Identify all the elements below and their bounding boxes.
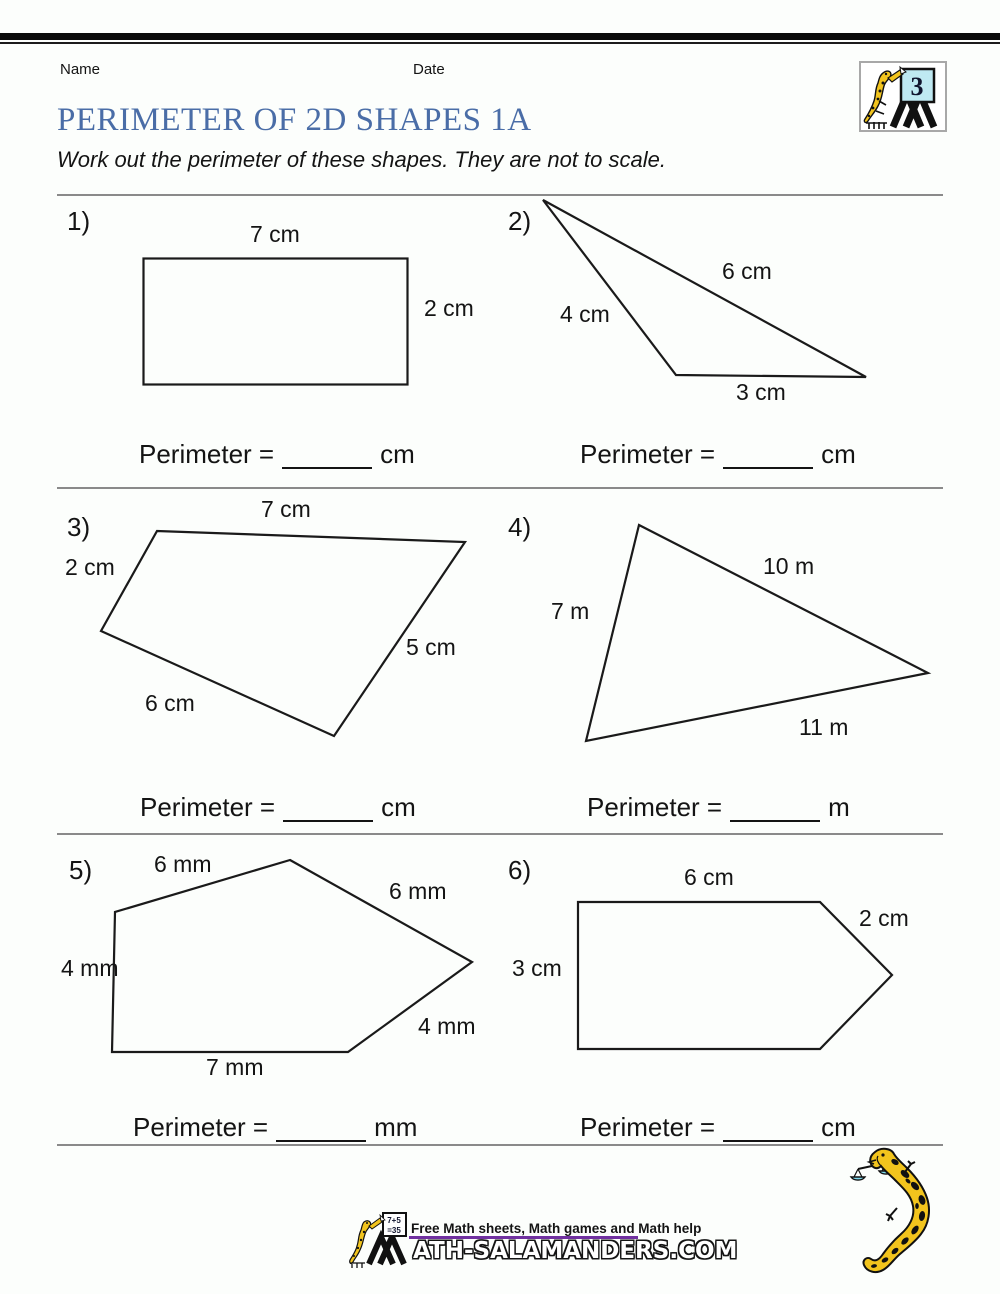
answer-prefix: Perimeter =: [133, 1112, 269, 1142]
problem-1-side-top: 7 cm: [250, 221, 300, 247]
problem-5-number: 5): [69, 855, 93, 885]
answer-unit: cm: [821, 439, 856, 469]
answer-blank[interactable]: [276, 1130, 366, 1142]
answer-blank[interactable]: [282, 457, 372, 469]
problem-6-number: 6): [508, 855, 532, 885]
problem-2-side-bottom: 3 cm: [736, 379, 786, 405]
grade-number: 3: [910, 72, 924, 101]
divider-3: [57, 833, 943, 835]
problem-3-number: 3): [67, 512, 91, 542]
shape-triangle: [534, 194, 876, 384]
problem-2-side-left: 4 cm: [560, 301, 610, 327]
divider-4: [57, 1144, 943, 1146]
problem-3-side-top: 7 cm: [261, 496, 311, 522]
math-salamanders-grade-logo: [859, 61, 947, 132]
shape-triangle: [579, 518, 937, 748]
problem-5-side-left: 4 mm: [61, 955, 119, 981]
answer-unit: cm: [821, 1112, 856, 1142]
footer-board-line2: =35: [387, 1226, 401, 1235]
problem-2-side-hyp: 6 cm: [722, 258, 772, 284]
problem-4-side-top: 10 m: [763, 553, 815, 579]
problem-2-answer-line: [580, 439, 856, 470]
problem-5-answer-line: [133, 1112, 417, 1143]
answer-prefix: Perimeter =: [587, 792, 723, 822]
answer-blank[interactable]: [283, 810, 373, 822]
problem-4-side-bottom: 11 m: [799, 714, 849, 740]
answer-prefix: Perimeter =: [580, 439, 716, 469]
problem-1-number: 1): [67, 206, 91, 236]
shape-pentagon: [571, 895, 901, 1057]
footer-board-line1: 7+5: [387, 1216, 401, 1225]
answer-unit: cm: [381, 792, 416, 822]
answer-unit: cm: [380, 439, 415, 469]
problem-1-answer-line: [139, 439, 415, 470]
scales-salamander-mascot: [845, 1146, 955, 1294]
answer-prefix: Perimeter =: [139, 439, 275, 469]
page-title: PERIMETER OF 2D SHAPES 1A: [57, 102, 532, 138]
answer-unit: mm: [374, 1112, 418, 1142]
problem-2-number: 2): [508, 206, 532, 236]
problem-5-side-bottom: 7 mm: [206, 1054, 264, 1080]
problem-3-answer-line: [140, 792, 416, 823]
problem-3-side-bottom: 6 cm: [145, 690, 195, 716]
problem-5-side-bottomright: 4 mm: [418, 1013, 476, 1039]
problem-5-side-topright: 6 mm: [389, 878, 447, 904]
name-label: Name: [60, 61, 101, 78]
answer-unit: m: [828, 792, 850, 822]
problem-3-side-right: 5 cm: [406, 634, 456, 660]
answer-blank[interactable]: [730, 810, 820, 822]
problem-6-answer-line: [580, 1112, 856, 1143]
top-rule-thin: [0, 42, 1000, 44]
date-label: Date: [413, 61, 445, 78]
shape-rectangle: [142, 257, 410, 387]
problem-6-side-left: 3 cm: [512, 955, 562, 981]
problem-4-answer-line: [587, 792, 850, 823]
divider-2: [57, 487, 943, 489]
footer-logo-icon: [348, 1210, 420, 1268]
problem-4-side-left: 7 m: [551, 598, 590, 624]
footer-site-name: ATH-SALAMANDERS.COM: [413, 1238, 738, 1264]
answer-prefix: Perimeter =: [140, 792, 276, 822]
answer-blank[interactable]: [723, 1130, 813, 1142]
problem-1-side-right: 2 cm: [424, 295, 474, 321]
top-rule-thick: [0, 33, 1000, 40]
problem-6-side-slant: 2 cm: [859, 905, 909, 931]
answer-blank[interactable]: [723, 457, 813, 469]
answer-prefix: Perimeter =: [580, 1112, 716, 1142]
salamander-body: [864, 1149, 929, 1272]
footer-tagline: Free Math sheets, Math games and Math help: [411, 1221, 702, 1236]
instructions-text: Work out the perimeter of these shapes. They are not to scale.: [57, 147, 666, 172]
problem-4-number: 4): [508, 512, 532, 542]
problem-6-side-top: 6 cm: [684, 864, 734, 890]
problem-5-side-topleft: 6 mm: [154, 851, 212, 877]
grade-board: [901, 69, 934, 102]
problem-3-side-left: 2 cm: [65, 554, 115, 580]
